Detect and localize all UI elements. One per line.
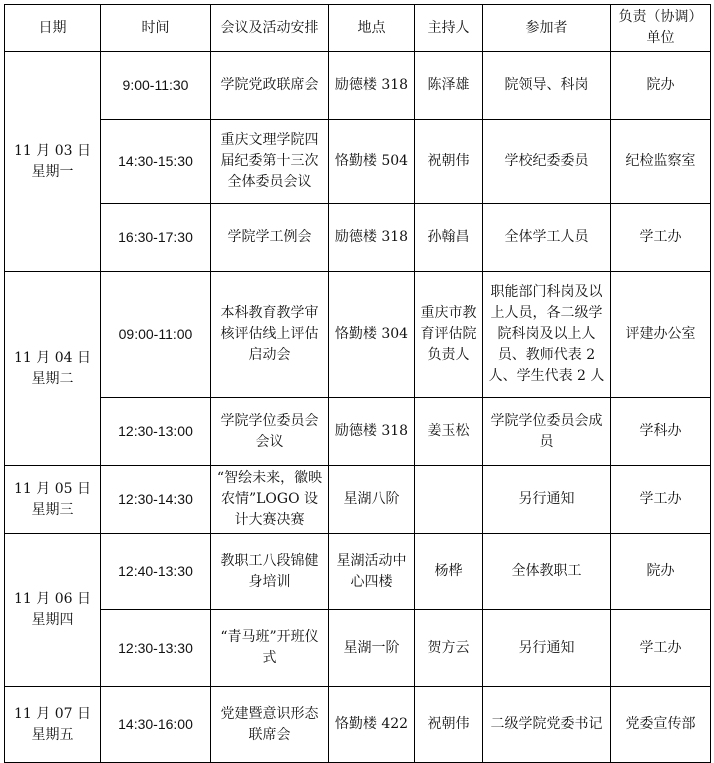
date-cell — [5, 272, 101, 466]
participants-cell: 院领导、科岗 — [483, 52, 611, 120]
location-cell: 星湖活动中心四楼 — [329, 534, 415, 610]
participants-cell: 学院学位委员会成员 — [483, 398, 611, 466]
weekday-text: 星期二 — [31, 370, 74, 387]
unit-cell: 院办 — [611, 52, 711, 120]
time-cell: 12:30-14:30 — [101, 466, 211, 534]
host-cell: 祝朝伟 — [415, 687, 483, 763]
header-time: 时间 — [101, 5, 211, 52]
date-text: 11 月 05 日 — [14, 480, 91, 497]
location-cell: 星湖八阶 — [329, 466, 415, 534]
unit-cell: 院办 — [611, 534, 711, 610]
date-text: 11 月 04 日 — [14, 349, 91, 366]
date-text: 11 月 06 日 — [14, 591, 91, 607]
table-row — [5, 687, 711, 763]
table-row — [5, 52, 711, 120]
date-cell — [5, 534, 101, 687]
time-cell: 14:30-16:00 — [101, 687, 211, 763]
unit-cell: 学工办 — [611, 610, 711, 687]
unit-cell: 学工办 — [611, 466, 711, 534]
time-cell: 12:30-13:00 — [101, 398, 211, 466]
host-cell: 祝朝伟 — [415, 120, 483, 204]
participants-cell: 二级学院党委书记 — [483, 687, 611, 763]
participants-cell: 全体学工人员 — [483, 204, 611, 272]
header-participants: 参加者 — [483, 5, 611, 52]
header-row — [5, 5, 711, 52]
time-cell: 16:30-17:30 — [101, 204, 211, 272]
header-host: 主持人 — [415, 5, 483, 52]
host-cell: 姜玉松 — [415, 398, 483, 466]
time-cell: 14:30-15:30 — [101, 120, 211, 204]
event-cell: 本科教育教学审核评估线上评估启动会 — [211, 272, 329, 398]
header-unit: 负责（协调）单位 — [611, 5, 711, 52]
location-cell: 励德楼 318 — [329, 52, 415, 120]
table-row — [5, 272, 711, 398]
location-cell: 星湖一阶 — [329, 610, 415, 687]
host-cell: 重庆市教育评估院负责人 — [415, 272, 483, 398]
host-cell: 陈泽雄 — [415, 52, 483, 120]
event-cell: 学院学位委员会会议 — [211, 398, 329, 466]
date-cell — [5, 687, 101, 763]
host-cell: 杨桦 — [415, 534, 483, 610]
event-cell: 学院学工例会 — [211, 204, 329, 272]
time-cell: 9:00-11:30 — [101, 52, 211, 120]
event-cell: “青马班”开班仪式 — [211, 610, 329, 687]
event-cell: 学院党政联席会 — [211, 52, 329, 120]
weekday-text: 星期四 — [31, 612, 74, 628]
event-cell: 教职工八段锦健身培训 — [211, 534, 329, 610]
header-location: 地点 — [329, 5, 415, 52]
table-row — [5, 466, 711, 534]
event-cell: 重庆文理学院四届纪委第十三次全体委员会议 — [211, 120, 329, 204]
date-cell — [5, 466, 101, 534]
table-row — [5, 610, 711, 687]
time-cell: 09:00-11:00 — [101, 272, 211, 398]
schedule-table — [4, 4, 711, 763]
unit-cell: 纪检监察室 — [611, 120, 711, 204]
host-cell — [415, 466, 483, 534]
date-text: 11 月 07 日 — [14, 705, 91, 722]
unit-cell: 党委宣传部 — [611, 687, 711, 763]
date-cell — [5, 52, 101, 272]
header-event: 会议及活动安排 — [211, 5, 329, 52]
date-text: 11 月 03 日 — [14, 142, 91, 159]
host-cell: 贺方云 — [415, 610, 483, 687]
table-row — [5, 534, 711, 610]
table-row — [5, 120, 711, 204]
event-cell: “智绘未来，徽映农情”LOGO 设计大赛决赛 — [211, 466, 329, 534]
location-cell: 恪勤楼 504 — [329, 120, 415, 204]
weekday-text: 星期一 — [31, 163, 74, 180]
unit-cell: 学科办 — [611, 398, 711, 466]
weekday-text: 星期三 — [31, 501, 74, 518]
event-cell: 党建暨意识形态联席会 — [211, 687, 329, 763]
unit-cell: 学工办 — [611, 204, 711, 272]
time-cell: 12:30-13:30 — [101, 610, 211, 687]
table-row — [5, 398, 711, 466]
header-date: 日期 — [5, 5, 101, 52]
table-row — [5, 204, 711, 272]
participants-cell: 职能部门科岗及以上人员，各二级学院科岗及以上人员、教师代表 2 人、学生代表 2 人 — [483, 272, 611, 398]
weekday-text: 星期五 — [31, 726, 74, 743]
host-cell: 孙翰昌 — [415, 204, 483, 272]
participants-cell: 全体教职工 — [483, 534, 611, 610]
participants-cell: 学校纪委委员 — [483, 120, 611, 204]
time-cell: 12:40-13:30 — [101, 534, 211, 610]
location-cell: 励德楼 318 — [329, 398, 415, 466]
location-cell: 励德楼 318 — [329, 204, 415, 272]
unit-cell: 评建办公室 — [611, 272, 711, 398]
location-cell: 恪勤楼 422 — [329, 687, 415, 763]
location-cell: 恪勤楼 304 — [329, 272, 415, 398]
participants-cell: 另行通知 — [483, 466, 611, 534]
participants-cell: 另行通知 — [483, 610, 611, 687]
